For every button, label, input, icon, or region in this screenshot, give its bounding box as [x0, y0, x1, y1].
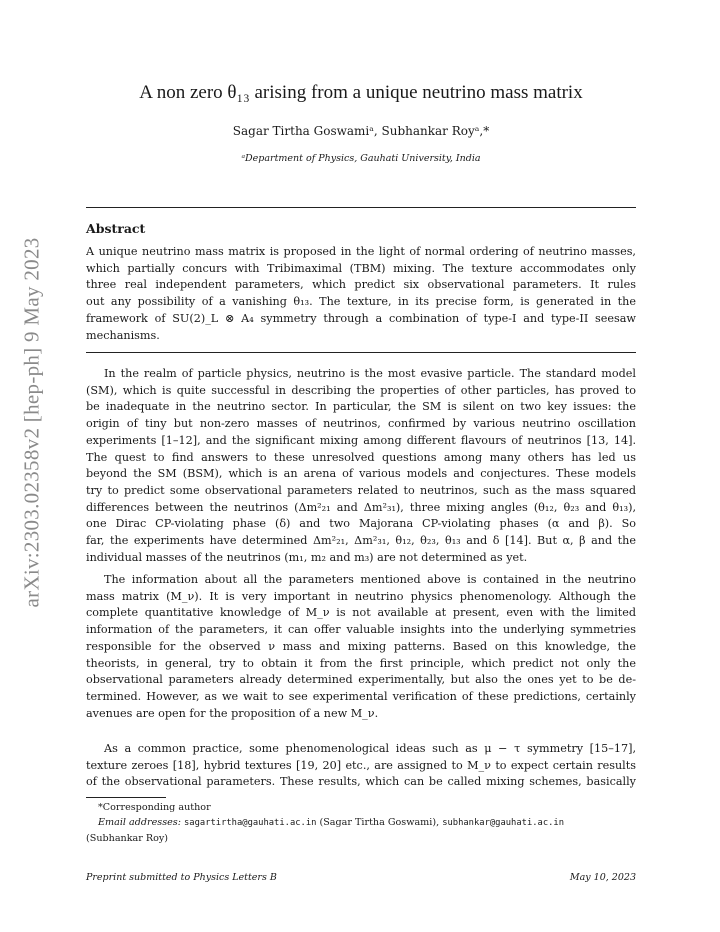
body-line: try to predict some observational parameters related to neutrinos, such as the mass squared — [86, 483, 636, 497]
body-paragraph-1 — [86, 366, 636, 566]
body-line: far, the experiments have determined Δm²₂₁, Δm²₃₁, θ₁₂, θ₂₃, θ₁₃ and δ [14]. But α, β and the — [86, 534, 636, 548]
email-link-2[interactable]: subhankar@gauhati.ac.in — [442, 818, 565, 828]
body-line: mass matrix (M_ν). It is very important in neutrino physics phenomenology. Although the — [86, 589, 636, 603]
paper-title: A non zero θ₁₃ arising from a unique neutrino mass matrix — [139, 82, 583, 103]
arxiv-stamp: arXiv:2303.02358v2 [hep-ph] 9 May 2023 — [19, 237, 44, 608]
abstract-top-rule — [86, 207, 636, 208]
body-paragraph-3 — [86, 741, 636, 791]
abstract-line: which partially concurs with Tribimaximal (TBM) mixing. The texture accommodates only — [86, 261, 636, 275]
body-line: responsible for the observed ν mass and mixing patterns. Based on this knowledge, the — [86, 639, 636, 653]
body-line: termined. However, as we wait to see experimental verification of these predictions, certainly — [86, 689, 636, 703]
body-line: The information about all the parameters mentioned above is contained in the neutrino — [104, 573, 636, 586]
abstract-bottom-rule — [86, 352, 636, 353]
corresponding-author-note: *Corresponding author — [98, 802, 211, 813]
body-line: As a common practice, some phenomenological ideas such as μ − τ symmetry [15–17], — [104, 742, 636, 755]
preprint-date: May 10, 2023 — [569, 872, 636, 883]
email-owner-1: (Sagar Tirtha Goswami), — [319, 817, 440, 828]
abstract-line: framework of SU(2)_L ⊗ A₄ symmetry through a combination of type-I and type-II seesaw — [86, 311, 636, 325]
body-line: beyond the SM (BSM), which is an arena of various models and conjectures. These models — [86, 467, 636, 481]
body-line: (SM), which is quite successful in describing the properties of other particles, has proved to — [86, 383, 636, 397]
body-line: individual masses of the neutrinos (m₁, m₂ and m₃) are not determined as yet. — [86, 550, 528, 564]
abstract-line: out any possibility of a vanishing θ₁₃. The texture, in its precise form, is generated in the — [86, 295, 636, 309]
author-list: Sagar Tirtha Goswamiᵃ, Subhankar Royᵃ,* — [232, 124, 490, 138]
abstract-heading: Abstract — [86, 221, 146, 236]
email-line — [86, 815, 646, 831]
body-paragraph-2 — [86, 572, 636, 722]
body-line: origin of tiny but non-zero masses of neutrinos, confirmed by various neutrino oscillation — [86, 417, 636, 431]
email-link-1[interactable]: sagartirtha@gauhati.ac.in — [184, 818, 317, 828]
body-line: theorists, in general, try to obtain it from the first principle, which predict not only the — [86, 656, 636, 670]
email-label: Email addresses: — [98, 817, 181, 828]
body-line: of the observational parameters. These results, which can be called mixing schemes, basically — [86, 775, 636, 789]
abstract-line: three real independent parameters, which predict six observational parameters. It rules — [86, 278, 636, 292]
preprint-note: Preprint submitted to Physics Letters B — [86, 872, 277, 883]
body-line: texture zeroes [18], hybrid textures [19, 20] etc., are assigned to M_ν to expect certain results — [86, 758, 636, 772]
body-line: The quest to find answers to these unresolved questions among many others has led us — [86, 450, 636, 464]
body-line: information of the parameters, it can offer valuable insights into the underlying symmetries — [86, 623, 636, 637]
abstract-line: mechanisms. — [86, 328, 160, 342]
footnote-rule — [86, 797, 166, 798]
abstract-line: A unique neutrino mass matrix is proposed in the light of normal ordering of neutrino masses, — [86, 245, 636, 258]
footnote — [86, 800, 646, 846]
body-line: observational parameters already determined experimentally, but also the ones yet to be de- — [86, 673, 636, 687]
affiliation: ᵃDepartment of Physics, Gauhati University, India — [241, 153, 481, 164]
email-owner-2: (Subhankar Roy) — [86, 833, 169, 844]
body-line: avenues are open for the proposition of a new M_ν. — [86, 706, 379, 720]
abstract-text — [86, 244, 636, 344]
body-line: be inadequate in the neutrino sector. In particular, the SM is silent on two key issues: the — [86, 400, 636, 414]
body-line: complete quantitative knowledge of M_ν is not available at present, even with the limited — [86, 606, 636, 620]
body-line: experiments [1–12], and the significant mixing among different flavours of neutrinos [13, 14]. — [86, 433, 636, 447]
body-line: In the realm of particle physics, neutrino is the most evasive particle. The standard model — [104, 367, 636, 380]
body-line: differences between the neutrinos (Δm²₂₁ and Δm²₃₁), three mixing angles (θ₁₂, θ₂₃ and θ₁₃), — [86, 500, 636, 514]
body-line: one Dirac CP-violating phase (δ) and two Majorana CP-violating phases (α and β). So — [86, 517, 636, 531]
